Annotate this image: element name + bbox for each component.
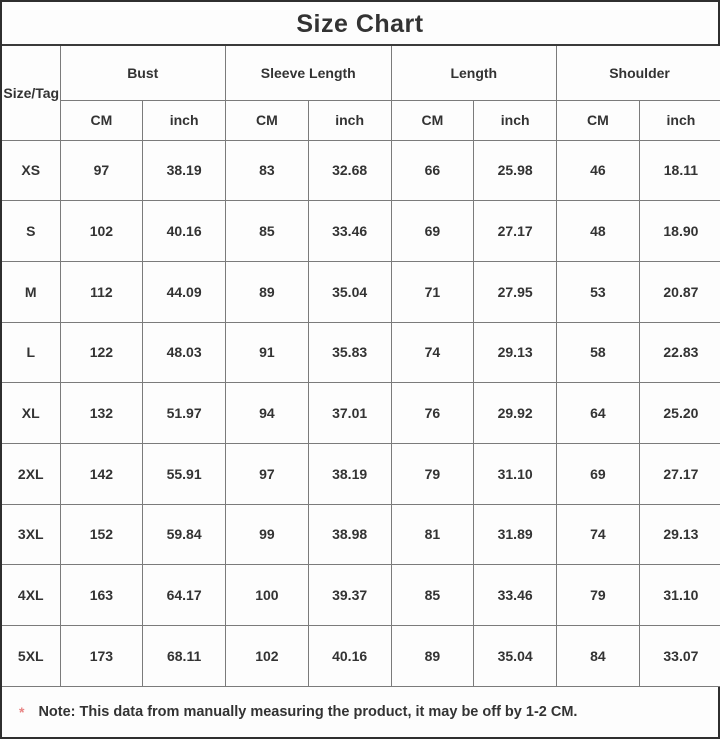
- measurement-cell: 29.13: [474, 322, 557, 383]
- size-label: 5XL: [2, 626, 60, 687]
- table-row: [2, 201, 720, 262]
- measurement-cell: 79: [391, 443, 474, 504]
- measurement-cell: 84: [557, 626, 640, 687]
- measurement-cell: 173: [60, 626, 143, 687]
- unit-header-row: [2, 100, 720, 140]
- measurement-cell: 69: [391, 201, 474, 262]
- measurement-cell: 18.11: [639, 140, 720, 201]
- measurement-cell: 85: [226, 201, 309, 262]
- measurement-cell: 27.17: [639, 443, 720, 504]
- measurement-cell: 22.83: [639, 322, 720, 383]
- measurement-cell: 69: [557, 443, 640, 504]
- table-row: [2, 504, 720, 565]
- measurement-cell: 89: [226, 261, 309, 322]
- measurement-cell: 51.97: [143, 383, 226, 444]
- measurement-cell: 38.98: [308, 504, 391, 565]
- measurement-cell: 35.04: [474, 626, 557, 687]
- measurement-cell: 99: [226, 504, 309, 565]
- measurement-cell: 32.68: [308, 140, 391, 201]
- unit-header-cm: CM: [60, 100, 143, 140]
- measurement-cell: 102: [60, 201, 143, 262]
- size-label: M: [2, 261, 60, 322]
- measurement-cell: 27.95: [474, 261, 557, 322]
- measurement-cell: 112: [60, 261, 143, 322]
- measurement-cell: 55.91: [143, 443, 226, 504]
- measurement-cell: 85: [391, 565, 474, 626]
- measurement-cell: 91: [226, 322, 309, 383]
- measurement-cell: 66: [391, 140, 474, 201]
- measurement-cell: 74: [391, 322, 474, 383]
- measurement-cell: 94: [226, 383, 309, 444]
- measurement-cell: 33.07: [639, 626, 720, 687]
- unit-header-inch: inch: [308, 100, 391, 140]
- measurement-cell: 20.87: [639, 261, 720, 322]
- measurement-cell: 37.01: [308, 383, 391, 444]
- unit-header-inch: inch: [143, 100, 226, 140]
- measurement-cell: 64: [557, 383, 640, 444]
- measurement-cell: 44.09: [143, 261, 226, 322]
- unit-header-cm: CM: [226, 100, 309, 140]
- measurement-cell: 76: [391, 383, 474, 444]
- note-text: Note: This data from manually measuring the product, it may be off by 1-2 CM.: [38, 703, 578, 720]
- measurement-cell: 74: [557, 504, 640, 565]
- unit-header-cm: CM: [557, 100, 640, 140]
- measurement-cell: 100: [226, 565, 309, 626]
- table-row: [2, 261, 720, 322]
- unit-header-cm: CM: [391, 100, 474, 140]
- measurement-cell: 97: [60, 140, 143, 201]
- size-table-body: [2, 140, 720, 686]
- measurement-cell: 33.46: [474, 565, 557, 626]
- measurement-cell: 79: [557, 565, 640, 626]
- size-label: L: [2, 322, 60, 383]
- group-header-bust: Bust: [60, 46, 226, 100]
- measurement-cell: 31.10: [474, 443, 557, 504]
- measurement-cell: 25.98: [474, 140, 557, 201]
- corner-cell-size-tag: Size/Tag: [2, 46, 60, 140]
- measurement-cell: 53: [557, 261, 640, 322]
- table-row: [2, 383, 720, 444]
- measurement-cell: 89: [391, 626, 474, 687]
- measurement-cell: 132: [60, 383, 143, 444]
- group-header-row: [2, 46, 720, 100]
- unit-header-inch: inch: [639, 100, 720, 140]
- measurement-cell: 35.04: [308, 261, 391, 322]
- measurement-cell: 25.20: [639, 383, 720, 444]
- table-row: [2, 322, 720, 383]
- size-label: 4XL: [2, 565, 60, 626]
- group-header-length: Length: [391, 46, 557, 100]
- table-row: [2, 140, 720, 201]
- measurement-cell: 39.37: [308, 565, 391, 626]
- measurement-cell: 33.46: [308, 201, 391, 262]
- measurement-cell: 58: [557, 322, 640, 383]
- measurement-cell: 48: [557, 201, 640, 262]
- measurement-cell: 64.17: [143, 565, 226, 626]
- size-label: 2XL: [2, 443, 60, 504]
- measurement-cell: 29.92: [474, 383, 557, 444]
- measurement-cell: 59.84: [143, 504, 226, 565]
- measurement-cell: 31.10: [639, 565, 720, 626]
- measurement-cell: 81: [391, 504, 474, 565]
- table-row: [2, 626, 720, 687]
- group-header-shoulder: Shoulder: [557, 46, 720, 100]
- table-row: [2, 565, 720, 626]
- measurement-cell: 97: [226, 443, 309, 504]
- table-row: [2, 443, 720, 504]
- measurement-cell: 31.89: [474, 504, 557, 565]
- measurement-cell: 38.19: [143, 140, 226, 201]
- measurement-cell: 35.83: [308, 322, 391, 383]
- measurement-cell: 71: [391, 261, 474, 322]
- measurement-cell: 46: [557, 140, 640, 201]
- measurement-cell: 27.17: [474, 201, 557, 262]
- measurement-cell: 18.90: [639, 201, 720, 262]
- page-title: Size Chart: [2, 2, 718, 46]
- measurement-cell: 68.11: [143, 626, 226, 687]
- measurement-cell: 48.03: [143, 322, 226, 383]
- measurement-cell: 152: [60, 504, 143, 565]
- measurement-cell: 38.19: [308, 443, 391, 504]
- size-label: XS: [2, 140, 60, 201]
- note-asterisk-icon: *: [19, 703, 25, 720]
- measurement-cell: 102: [226, 626, 309, 687]
- measurement-cell: 40.16: [308, 626, 391, 687]
- measurement-cell: 83: [226, 140, 309, 201]
- size-label: XL: [2, 383, 60, 444]
- size-label: S: [2, 201, 60, 262]
- size-table: [2, 46, 720, 687]
- measurement-cell: 122: [60, 322, 143, 383]
- note-bar: [2, 687, 718, 737]
- group-header-sleeve-length: Sleeve Length: [226, 46, 392, 100]
- measurement-cell: 40.16: [143, 201, 226, 262]
- measurement-cell: 142: [60, 443, 143, 504]
- size-label: 3XL: [2, 504, 60, 565]
- measurement-cell: 163: [60, 565, 143, 626]
- measurement-cell: 29.13: [639, 504, 720, 565]
- unit-header-inch: inch: [474, 100, 557, 140]
